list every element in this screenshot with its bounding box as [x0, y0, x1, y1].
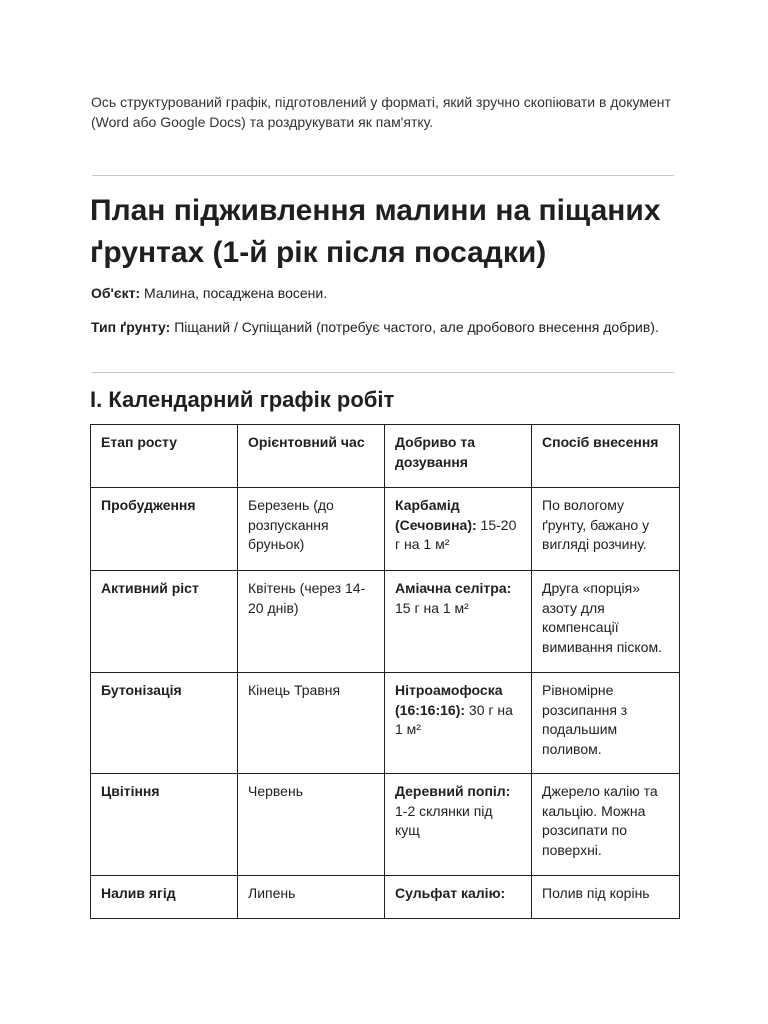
- object-value: Малина, посаджена восени.: [140, 285, 328, 301]
- cell-fertilizer: [385, 571, 532, 673]
- divider: [92, 175, 674, 176]
- cell-method: Рівномірне розсипання з подальшим поливом.: [532, 673, 680, 774]
- cell-time: Квітень (через 14-20 днів): [238, 571, 385, 673]
- cell-fertilizer: [385, 673, 532, 774]
- header-method: Спосіб внесення: [532, 425, 680, 488]
- cell-stage: Пробудження: [91, 488, 238, 571]
- soil-label: Тип ґрунту:: [91, 319, 171, 335]
- header-stage: Етап росту: [91, 425, 238, 488]
- cell-stage: Налив ягід: [91, 876, 238, 919]
- table-row: [91, 571, 680, 673]
- cell-method: Джерело калію та кальцію. Можна розсипати по поверхні.: [532, 774, 680, 876]
- soil-value: Піщаний / Супіщаний (потребує частого, але дробового внесення добрив).: [170, 319, 659, 335]
- fertilizer-name: Аміачна селітра:: [395, 580, 512, 596]
- header-fertilizer: Добриво та дозування: [385, 425, 532, 488]
- fertilizer-dose: 30 г на 1 м²: [395, 701, 513, 737]
- document-title: План підживлення малини на піщаних ґрунтах (1-й рік після посадки): [90, 194, 661, 269]
- intro-paragraph: Ось структурований графік, підготовлений у форматі, який зручно скопіювати в документ (Word або Google Docs) та роздрукувати як пам'ятку.: [91, 94, 671, 130]
- cell-time: Червень: [238, 774, 385, 876]
- cell-stage: Цвітіння: [91, 774, 238, 876]
- section-heading: I. Календарний графік робіт: [90, 387, 395, 412]
- cell-method: Полив під корінь: [532, 876, 680, 919]
- cell-time: Березень (до розпускання бруньок): [238, 488, 385, 571]
- table-row: [91, 488, 680, 571]
- header-time: Орієнтовний час: [238, 425, 385, 488]
- fertilizer-name: Нітроамофоска (16:16:16):: [395, 682, 503, 718]
- cell-time: Кінець Травня: [238, 673, 385, 774]
- table-row: [91, 774, 680, 876]
- fertilizer-name: Деревний попіл:: [395, 783, 511, 799]
- table-header-row: [91, 425, 680, 488]
- feeding-schedule-table: [90, 424, 680, 919]
- cell-fertilizer: [385, 774, 532, 876]
- fertilizer-dose: 15-20 г на 1 м²: [395, 516, 517, 552]
- fertilizer-dose: 15 г на 1 м²: [395, 599, 469, 616]
- object-line: [91, 283, 711, 303]
- cell-fertilizer: [385, 488, 532, 571]
- cell-method: Друга «порція» азоту для компенсації вимивання піском.: [532, 571, 680, 673]
- cell-fertilizer: [385, 876, 532, 919]
- cell-method: По вологому ґрунту, бажано у вигляді розчину.: [532, 488, 680, 571]
- soil-line: [91, 317, 711, 337]
- fertilizer-dose: 1-2 склянки під кущ: [395, 802, 493, 838]
- object-label: Об'єкт:: [91, 285, 141, 301]
- cell-stage: Бутонізація: [91, 673, 238, 774]
- cell-time: Липень: [238, 876, 385, 919]
- fertilizer-name: Сульфат калію:: [395, 885, 506, 901]
- table-row: [91, 673, 680, 774]
- divider: [92, 372, 674, 373]
- fertilizer-name: Карбамід (Сечовина):: [395, 497, 477, 533]
- cell-stage: Активний ріст: [91, 571, 238, 673]
- table-row: [91, 876, 680, 919]
